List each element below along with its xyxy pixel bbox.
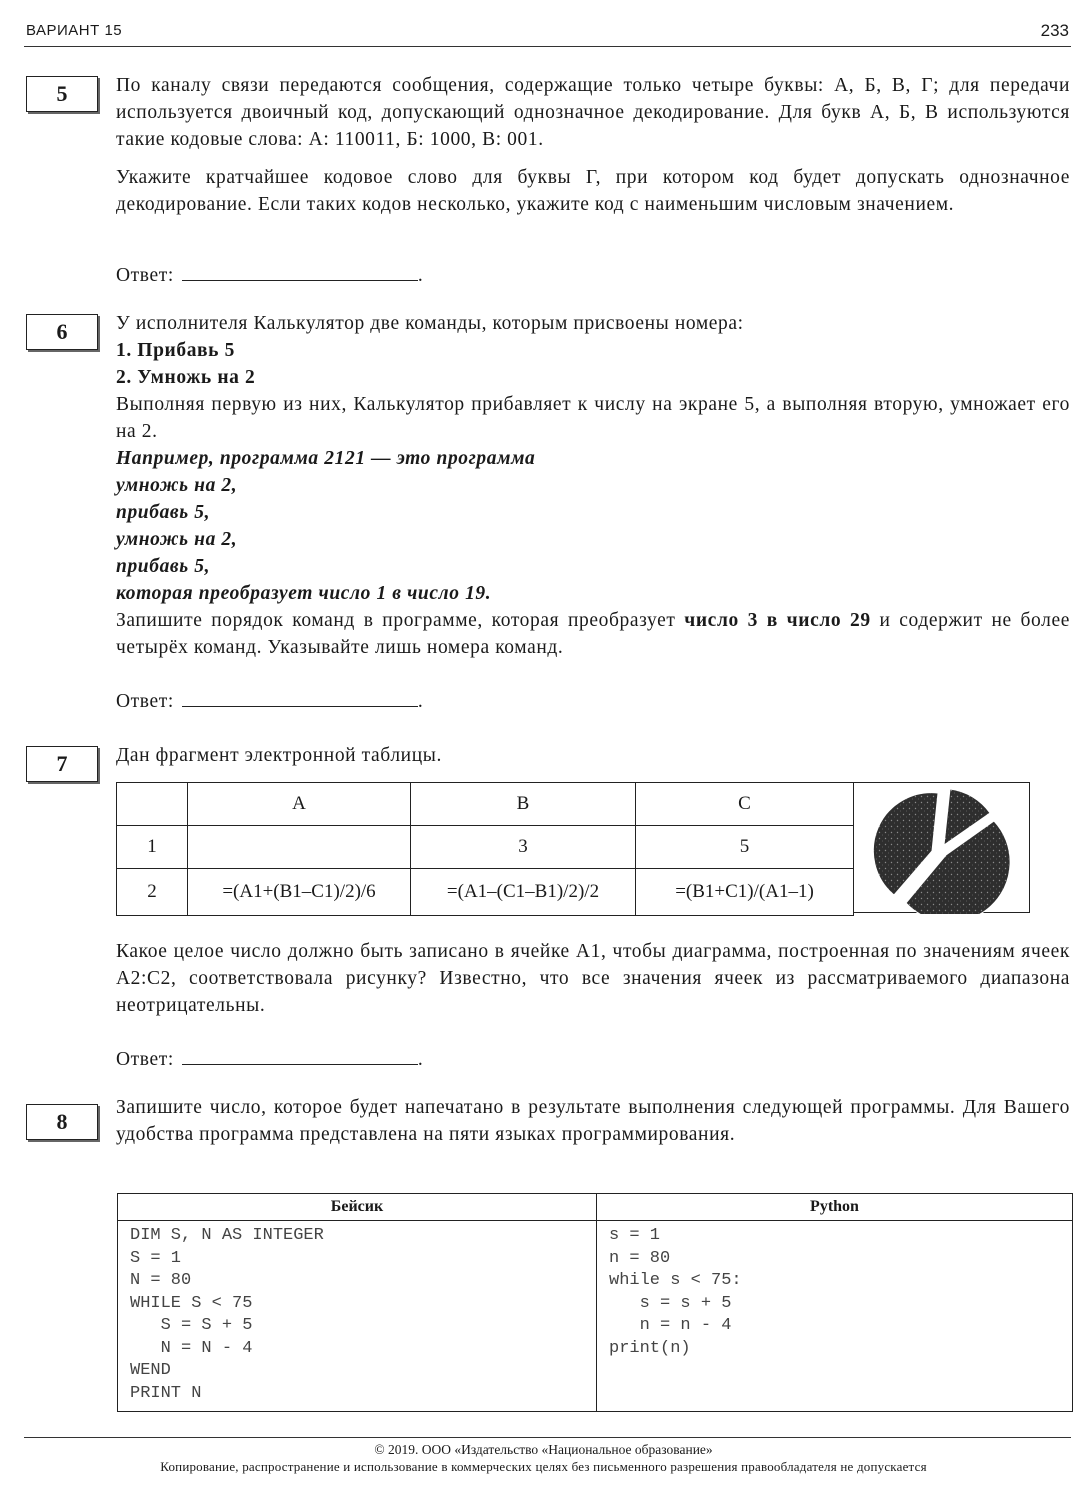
code-line: DIM S, N AS INTEGER bbox=[130, 1226, 324, 1245]
code-line: WEND bbox=[130, 1361, 171, 1380]
task-6-description: Выполняя первую из них, Калькулятор прибавляет к числу на экране 5, а выполняя вторую, умножает его на 2. bbox=[116, 394, 1070, 442]
row-header-2: 2 bbox=[117, 869, 188, 916]
task-7-question: Какое целое число должно быть записано в ячейке А1, чтобы диаграмма, построенная по значениям ячеек A2:C2, соответствовала рисунку? Известно, что все значения ячеек из рассматриваемого диапазона неотрицательны. bbox=[116, 941, 1070, 1016]
task-5-answer: Ответ: . bbox=[116, 262, 423, 287]
variant-label: ВАРИАНТ 15 bbox=[26, 22, 123, 39]
task-7-intro: Дан фрагмент электронной таблицы. bbox=[116, 745, 442, 766]
cell-a2: =(A1+(B1–C1)/2)/6 bbox=[188, 869, 411, 916]
cell-c2: =(B1+C1)/(A1–1) bbox=[636, 869, 854, 916]
code-line: N = 80 bbox=[130, 1271, 192, 1290]
cell-b1: 3 bbox=[411, 826, 636, 869]
code-line: s = s + 5 bbox=[609, 1293, 732, 1313]
answer-label: Ответ: bbox=[116, 691, 174, 712]
task-7-answer: Ответ: . bbox=[116, 1046, 423, 1071]
spreadsheet-fragment bbox=[116, 782, 854, 916]
task-5-number: 5 bbox=[26, 76, 98, 112]
example-step-1: умножь на 2, bbox=[116, 475, 238, 496]
table-row bbox=[117, 826, 854, 869]
table-row bbox=[117, 783, 854, 826]
command-2: 2. Умножь на 2 bbox=[116, 367, 256, 388]
copyright: © 2019. ООО «Издательство «Национальное образование» bbox=[374, 1442, 713, 1457]
cell-a1 bbox=[188, 826, 411, 869]
table-row bbox=[118, 1221, 1073, 1412]
example-result: которая преобразует число 1 в число 19. bbox=[116, 583, 492, 604]
answer-label: Ответ: bbox=[116, 265, 174, 286]
cell-c1: 5 bbox=[636, 826, 854, 869]
python-code bbox=[609, 1225, 1060, 1360]
code-line: S = S + 5 bbox=[130, 1316, 253, 1335]
example-step-4: прибавь 5, bbox=[116, 556, 211, 577]
answer-field[interactable] bbox=[182, 262, 418, 281]
task-5-para-1: По каналу связи передаются сообщения, содержащие только четыре буквы: А, Б, В, Г; для передачи используется двоичный код, допускающий однозначное декодирование. Для букв А, Б, В используются такие кодовые слова: А: 110011, Б: 1000, В: 001. bbox=[116, 75, 1070, 150]
code-line: N = N - 4 bbox=[130, 1338, 253, 1358]
column-header-a: A bbox=[188, 783, 411, 826]
header-rule bbox=[24, 46, 1071, 47]
python-code-cell bbox=[597, 1221, 1073, 1412]
answer-field[interactable] bbox=[182, 688, 418, 707]
answer-label: Ответ: bbox=[116, 1049, 174, 1070]
page-number: 233 bbox=[1040, 21, 1069, 40]
row-header-1: 1 bbox=[117, 826, 188, 869]
footer-rule bbox=[24, 1437, 1071, 1438]
code-line: print(n) bbox=[609, 1338, 691, 1358]
corner-cell bbox=[117, 783, 188, 826]
example-step-2: прибавь 5, bbox=[116, 502, 211, 523]
command-1: 1. Прибавь 5 bbox=[116, 340, 235, 361]
task-8-number: 8 bbox=[26, 1104, 98, 1140]
basic-code bbox=[130, 1225, 584, 1405]
task-5-body bbox=[116, 72, 1070, 218]
example-program: 2121 bbox=[324, 448, 366, 469]
column-header-c: C bbox=[636, 783, 854, 826]
task-6-body bbox=[116, 310, 1070, 661]
pie-chart bbox=[854, 783, 1030, 914]
task-6-number: 6 bbox=[26, 314, 98, 350]
copy-notice: Копирование, распространение и использование в коммерческих целях без письменного разрешения правообладателя не допускается bbox=[160, 1459, 927, 1474]
basic-code-cell bbox=[118, 1221, 597, 1412]
column-header-b: B bbox=[411, 783, 636, 826]
task-6-answer: Ответ: . bbox=[116, 688, 423, 713]
table-row bbox=[118, 1194, 1073, 1221]
example-prefix: Например, программа bbox=[116, 448, 325, 469]
code-line: WHILE S < 75 bbox=[130, 1293, 253, 1313]
answer-field[interactable] bbox=[182, 1046, 418, 1065]
code-line: s = 1 bbox=[609, 1226, 661, 1245]
code-table bbox=[117, 1193, 1073, 1412]
code-line: S = 1 bbox=[130, 1248, 182, 1268]
task-6-intro: У исполнителя Калькулятор две команды, которым присвоены номера: bbox=[116, 313, 744, 334]
task-7-number: 7 bbox=[26, 746, 98, 782]
task-6-question: Запишите порядок команд в программе, которая преобразует число 3 в число 29 и содержит не более четырёх команд. Указывайте лишь номера команд. bbox=[116, 610, 1070, 658]
column-header-python: Python bbox=[597, 1194, 1073, 1221]
code-line: PRINT N bbox=[130, 1383, 202, 1403]
pie-chart-cell bbox=[854, 782, 1030, 913]
cell-b2: =(A1–(C1–B1)/2)/2 bbox=[411, 869, 636, 916]
example-step-3: умножь на 2, bbox=[116, 529, 238, 550]
code-line: n = 80 bbox=[609, 1248, 671, 1268]
table-row bbox=[117, 869, 854, 916]
task-5-para-2: Укажите кратчайшее кодовое слово для буквы Г, при котором код будет допускать однозначное декодирование. Если таких кодов несколько, укажите код с наименьшим числовым значением. bbox=[116, 167, 1070, 215]
example-suffix: — это программа bbox=[365, 448, 536, 469]
column-header-basic: Бейсик bbox=[118, 1194, 597, 1221]
code-line: n = n - 4 bbox=[609, 1316, 732, 1335]
task-8-intro: Запишите число, которое будет напечатано в результате выполнения следующей программы. Для Вашего удобства программа представлена на пяти языках программирования. bbox=[116, 1097, 1070, 1145]
code-line: while s < 75: bbox=[609, 1271, 742, 1290]
